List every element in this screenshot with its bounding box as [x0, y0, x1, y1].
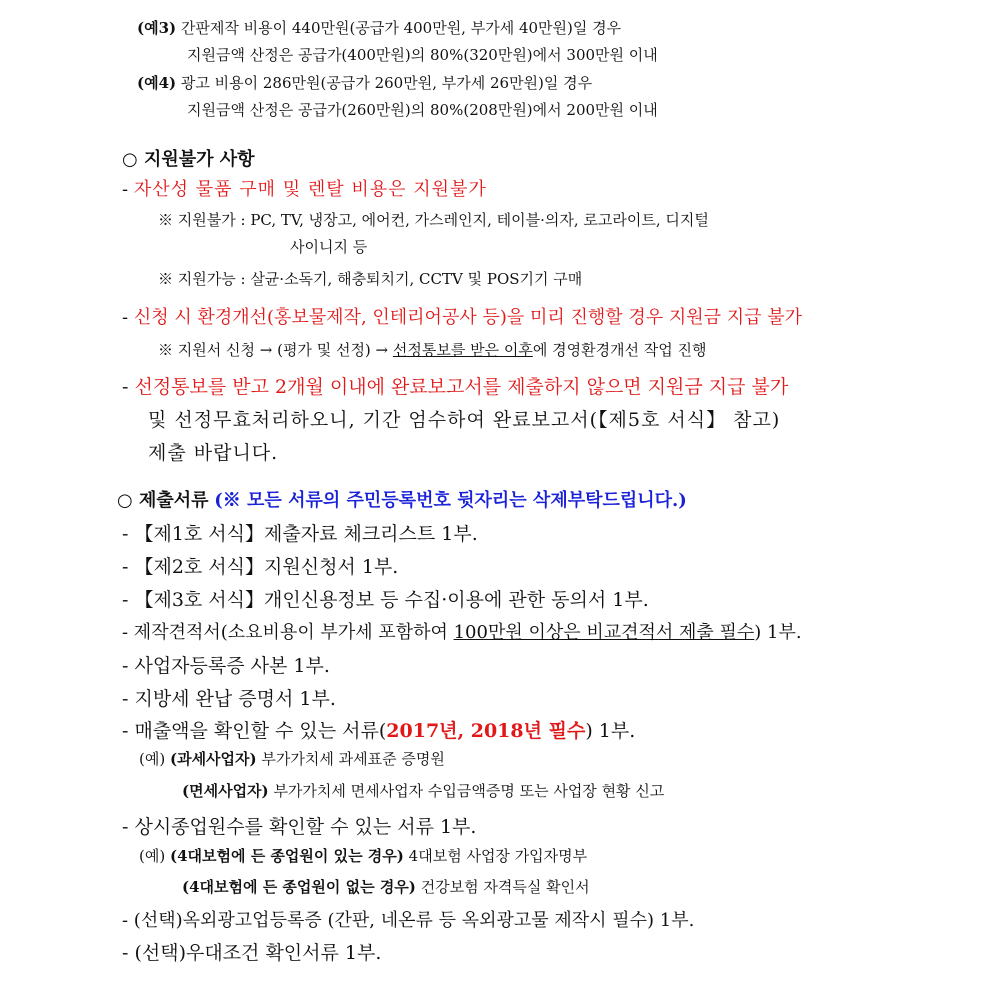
document-example-a: [139, 748, 445, 769]
example-bold: (4대보험에 든 종업원이 없는 경우): [182, 878, 416, 896]
unsupported-heading: ○ 지원불가 사항: [122, 149, 255, 170]
example-4-line1: [137, 72, 592, 93]
note-underlined: 선정통보를 받은 이후: [392, 341, 533, 359]
item-text: - 제작견적서(소요비용이 부가세 포함하여: [122, 622, 454, 643]
item-text: ) 1부.: [585, 720, 636, 742]
example-label: (예): [139, 750, 166, 768]
document-item-10: - (선택)우대조건 확인서류 1부.: [122, 942, 382, 964]
document-item-7: [122, 716, 635, 743]
documents-heading-row: [117, 486, 687, 512]
document-item-6: - 지방세 완납 증명서 1부.: [122, 688, 336, 710]
unsupported-item-2: [122, 303, 802, 329]
document-item-5: - 사업자등록증 사본 1부.: [122, 655, 330, 677]
unsupported-note-1-line1: ※ 지원불가 : PC, TV, 냉장고, 에어컨, 가스레인지, 테이블·의자, 로고라이트, 디지털: [158, 211, 709, 229]
unsupported-item-1-text: 자산성 물품 구매 및 렌탈 비용은 지원불가: [133, 179, 487, 200]
example-text: 부가가치세 면세사업자 수입금액증명 또는 사업장 현황 신고: [273, 782, 665, 800]
document-item-4: [122, 618, 802, 644]
dash: -: [122, 307, 129, 328]
item-underlined: 100만원 이상은 비교견적서 제출 필수: [453, 622, 755, 643]
unsupported-note-2: ※ 지원가능 : 살균·소독기, 해충퇴치기, CCTV 및 POS기기 구매: [158, 270, 583, 288]
example-bold: (면세사업자): [182, 782, 269, 800]
unsupported-item-3-line2: 및 선정무효처리하오니, 기간 엄수하여 완료보고서(【제5호 서식】 참고): [148, 409, 781, 431]
item-red: 2017년, 2018년 필수: [386, 720, 586, 742]
document-item-9: - (선택)옥외광고업등록증 (간판, 네온류 등 옥외광고물 제작시 필수) 1부.: [122, 910, 695, 931]
example-text: 부가가치세 과세표준 증명원: [261, 750, 445, 768]
unsupported-item-3-text: 선정통보를 받고 2개월 이내에 완료보고서를 제출하지 않으면 지원금 지급 불가: [134, 376, 789, 398]
example-3-line1: [137, 17, 621, 38]
document-item-8: - 상시종업원수를 확인할 수 있는 서류 1부.: [122, 816, 477, 838]
note-text: ※ 지원서 신청 → (평가 및 선정) →: [158, 341, 393, 359]
dash: -: [122, 376, 129, 398]
document-item-3: - 【제3호 서식】개인신용정보 등 수집·이용에 관한 동의서 1부.: [122, 589, 649, 611]
documents-heading: ○ 제출서류: [117, 490, 209, 511]
document-item-1: - 【제1호 서식】제출자료 체크리스트 1부.: [122, 523, 478, 545]
example-3-line2: 지원금액 산정은 공급가(400만원)의 80%(320만원)에서 300만원 이내: [187, 46, 658, 64]
example-bold: (4대보험에 든 종업원이 있는 경우): [169, 847, 404, 865]
example-text: 4대보험 사업장 가입자명부: [408, 847, 588, 865]
dash: -: [122, 179, 129, 200]
example-label: (예3): [137, 19, 177, 37]
unsupported-note-3: [158, 339, 707, 360]
note-text: 에 경영환경개선 작업 진행: [532, 341, 707, 359]
example-label: (예4): [137, 74, 177, 92]
item-text: ) 1부.: [754, 622, 802, 643]
example-text: 광고 비용이 286만원(공급가 260만원, 부가세 26만원)일 경우: [180, 74, 593, 92]
unsupported-item-1: [122, 175, 487, 201]
documents-heading-note: (※ 모든 서류의 주민등록번호 뒷자리는 삭제부탁드립니다.): [214, 490, 687, 511]
unsupported-note-1-line2: 사이니지 등: [290, 238, 368, 256]
document-example-b: [182, 780, 664, 801]
document-item-2: - 【제2호 서식】지원신청서 1부.: [122, 556, 399, 578]
document-example-c: [139, 845, 587, 866]
unsupported-item-3: [122, 372, 788, 399]
example-label: (예): [139, 847, 166, 865]
example-4-line2: 지원금액 산정은 공급가(260만원)의 80%(208만원)에서 200만원 이내: [187, 101, 658, 119]
item-text: - 매출액을 확인할 수 있는 서류(: [122, 720, 387, 742]
example-text: 건강보험 자격득실 확인서: [420, 878, 590, 896]
unsupported-item-3-line3: 제출 바랍니다.: [148, 442, 279, 464]
example-bold: (과세사업자): [169, 750, 257, 768]
example-text: 간판제작 비용이 440만원(공급가 400만원, 부가세 40만원)일 경우: [180, 19, 622, 37]
unsupported-item-2-text: 신청 시 환경개선(홍보물제작, 인테리어공사 등)을 미리 진행할 경우 지원금 지급 불가: [133, 307, 802, 328]
document-example-d: [182, 876, 590, 897]
